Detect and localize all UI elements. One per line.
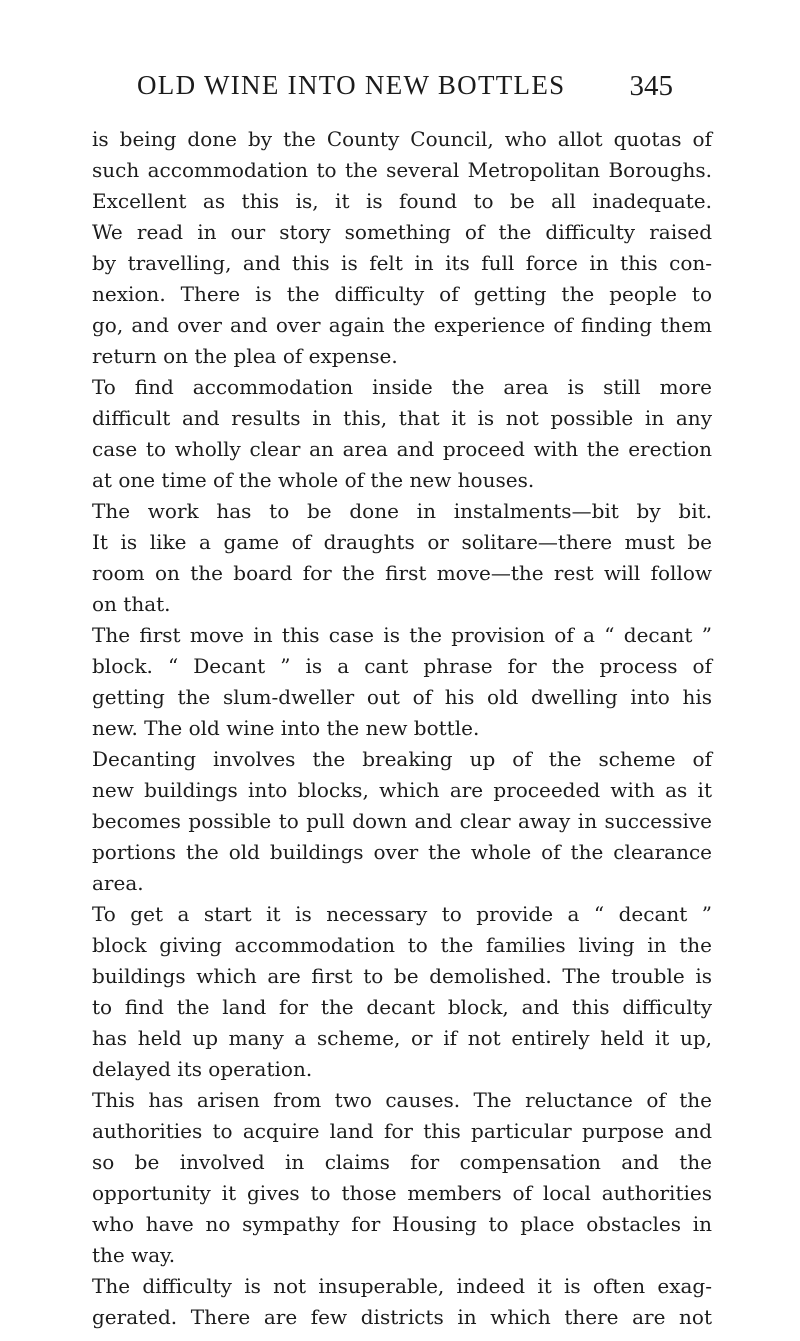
text-line: It is like a game of draughts or solitare—there must be [92,530,712,554]
page-number: 345 [629,70,673,102]
running-head [137,70,673,110]
text-line: the way. [92,1243,176,1267]
text-line: area. [92,871,144,895]
text-line: case to wholly clear an area and proceed with the erection [92,437,712,461]
text-line: To find accommodation inside the area is still more [92,375,712,399]
text-line: To get a start it is necessary to provide a “ decant ” [92,902,712,926]
text-line: getting the slum-dweller out of his old dwelling into his [92,685,712,709]
text-line: Excellent as this is, it is found to be all inadequate. [92,189,712,213]
text-line: such accommodation to the several Metropolitan Boroughs. [92,158,712,182]
text-line: portions the old buildings over the whole of the clearance [92,840,712,864]
text-line: on that. [92,592,171,616]
text-line: has held up many a scheme, or if not entirely held it up, [92,1026,712,1050]
text-line: The first move in this case is the provision of a “ decant ” [92,623,712,647]
text-line: new. The old wine into the new bottle. [92,716,480,740]
text-line: buildings which are first to be demolished. The trouble is [92,964,712,988]
text-line: so be involved in claims for compensation and the [92,1150,712,1174]
text-line: is being done by the County Council, who allot quotas of [92,127,712,151]
text-line: This has arisen from two causes. The reluctance of the [92,1088,712,1112]
running-title: OLD WINE INTO NEW BOTTLES [137,70,566,100]
text-line: go, and over and over again the experience of finding them [92,313,712,337]
text-line: at one time of the whole of the new houses. [92,468,535,492]
text-line: difficult and results in this, that it is not possible in any [92,406,712,430]
text-line: new buildings into blocks, which are proceeded with as it [92,778,712,802]
text-line: The difficulty is not insuperable, indeed it is often exag- [92,1274,712,1298]
text-line: authorities to acquire land for this particular purpose and [92,1119,712,1143]
text-line: who have no sympathy for Housing to place obstacles in [92,1212,712,1236]
text-line: block. “ Decant ” is a cant phrase for the process of [92,654,712,678]
text-line: opportunity it gives to those members of local authorities [92,1181,712,1205]
text-line: Decanting involves the breaking up of the scheme of [92,747,712,771]
text-line: delayed its operation. [92,1057,313,1081]
text-line: by travelling, and this is felt in its full force in this con- [92,251,712,275]
body-text [92,124,712,1333]
text-line: The work has to be done in instalments—bit by bit. [92,499,712,523]
text-line: gerated. There are few districts in which there are not [92,1305,712,1329]
text-line: room on the board for the first move—the rest will follow [92,561,712,585]
text-line: nexion. There is the difficulty of getting the people to [92,282,712,306]
text-line: block giving accommodation to the families living in the [92,933,712,957]
text-line: return on the plea of expense. [92,344,398,368]
text-line: becomes possible to pull down and clear away in successive [92,809,712,833]
text-line: We read in our story something of the difficulty raised [92,220,712,244]
text-line: to find the land for the decant block, and this difficulty [92,995,712,1019]
